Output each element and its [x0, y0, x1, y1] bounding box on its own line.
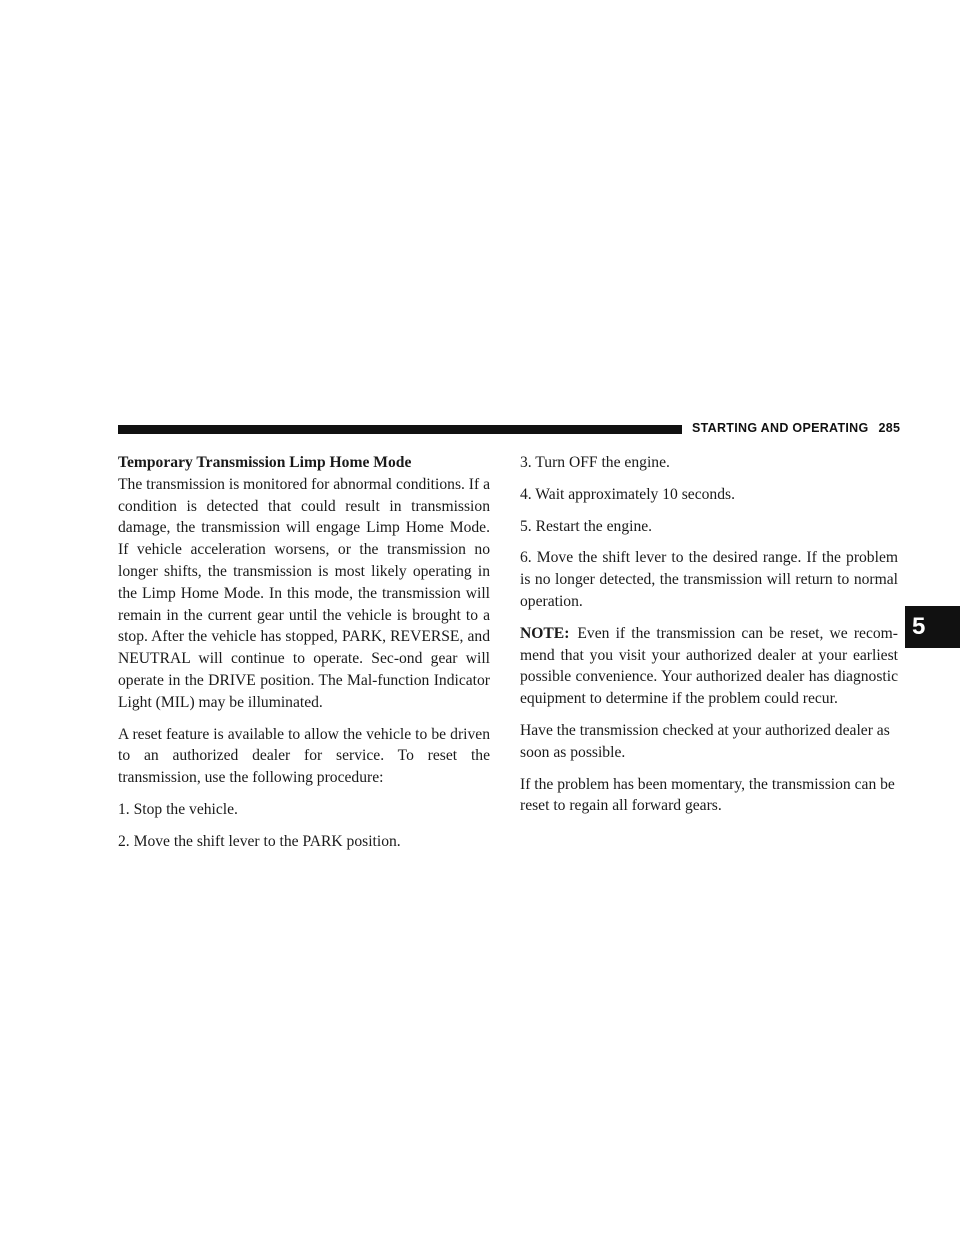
paragraph-have-checked: Have the transmission checked at your authorized dealer as soon as possible.: [520, 721, 890, 761]
note-label: NOTE:: [520, 624, 570, 642]
left-column: [118, 452, 490, 863]
section-heading: Temporary Transmission Limp Home Mode: [118, 454, 412, 471]
right-column: [520, 452, 898, 827]
paragraph-momentary: If the problem has been momentary, the transmission can be reset to regain all forward gears.: [520, 775, 895, 815]
step-4: 4. Wait approximately 10 seconds.: [520, 485, 735, 503]
limp-home-section: [118, 452, 490, 714]
note-paragraph: [520, 623, 898, 710]
step-2: 2. Move the shift lever to the PARK position.: [118, 832, 401, 850]
page-number: 285: [878, 421, 901, 435]
paragraph-monitoring: The transmission is monitored for abnormal conditions. If a condition is detected that could result in transmission damage, the transmission will engage Limp Home Mode. If vehicle acceleration worsens, or the transmission no longer shifts, the transmission is most likely operating in the Limp Home Mode. In this mode, the transmission will remain in the current gear until the vehicle is brought to a stop. After the vehicle has stopped, PARK, REVERSE, and NEUTRAL will continue to operate. Sec-ond gear will operate in the DRIVE position. The Mal-function Indicator Light (MIL) may be illuminated.: [118, 475, 491, 711]
step-1: 1. Stop the vehicle.: [118, 800, 238, 818]
step-3: 3. Turn OFF the engine.: [520, 454, 670, 471]
step-6: 6. Move the shift lever to the desired range. If the problem is no longer detected, the transmission will return to normal operation.: [520, 549, 898, 610]
section-title: STARTING AND OPERATING: [692, 421, 869, 435]
step-5: 5. Restart the engine.: [520, 517, 653, 535]
chapter-tab: 5: [905, 606, 960, 648]
note-text: Even if the transmission can be reset, we recom-mend that you visit your authorized dealer at your earliest possible convenience. Your authorized dealer has diagnostic equipment to determine if the problem could recur.: [520, 624, 898, 708]
header-rule: [118, 425, 682, 434]
running-header: [692, 421, 900, 435]
paragraph-reset-feature: A reset feature is available to allow the vehicle to be driven to an authorized dealer for service. To reset the transmission, use the following procedure:: [118, 725, 490, 787]
